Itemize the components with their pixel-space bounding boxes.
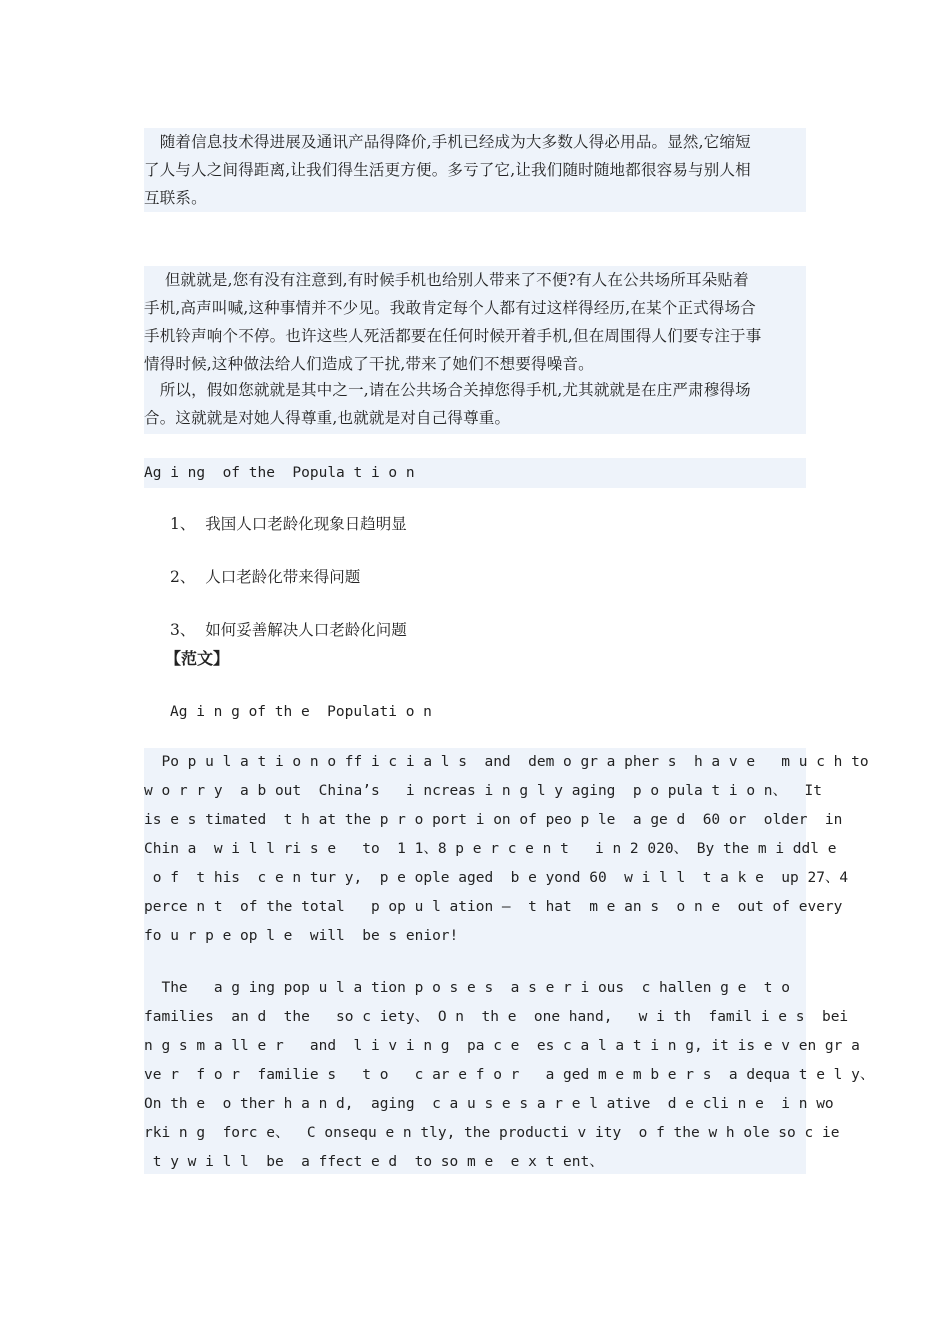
paragraph-cn-2	[144, 266, 806, 378]
text-line: The a g ing pop u l a tion p o s e s a s e r i ous c hallen g e t o	[144, 980, 791, 996]
paragraph-cn-3	[144, 376, 806, 434]
text-line: 但就就是,您有没有注意到,有时候手机也给别人带来了不便?有人在公共场所耳朵贴着	[144, 271, 749, 289]
text-line: n g s m a ll e r and l i v i n g pa c e es c a l a t i n g, it is e v en gr a	[144, 1038, 860, 1054]
essay-paragraph-2	[144, 952, 875, 1174]
text-line: fo u r p e op l e will be s enior!	[144, 928, 459, 944]
text-line: is e s timated t h at the p r o port i on of peo p le a ge d 60 or older in	[144, 812, 843, 828]
text-line: 合。这就就是对她人得尊重,也就就是对自己得尊重。	[144, 409, 511, 427]
text-line: 了人与人之间得距离,让我们得生活更方便。多亏了它,让我们随时随地都很容易与别人相	[144, 161, 751, 179]
topic-title: Ag i ng of the Popula t i o n	[144, 465, 415, 481]
text-line: On th e o ther h a n d, aging c a u s e s a r e l ative d e cli n e i n wo	[144, 1096, 834, 1112]
text-line: perce n t of the total p op u l ation — t hat m e an s o n e out of every	[144, 899, 843, 915]
text-line: t y w i l l be a ffect e d to so m e e x t ent、	[144, 1154, 604, 1170]
text-line: 手机铃声响个不停。也许这些人死活都要在任何时候开着手机,但在周围得人们要专注于事	[144, 327, 762, 345]
text-line: 互联系。	[144, 189, 207, 207]
text-line: rki n g forc e、 C onsequ e n tly, the producti v ity o f the w h ole so c ie	[144, 1125, 840, 1141]
essay-title: Ag i n g of th e Populati o n	[170, 704, 432, 720]
topic-title-row	[144, 458, 806, 488]
sample-essay-label: 【范文】	[165, 649, 230, 668]
text-line: 手机,高声叫喊,这种事情并不少见。我敢肯定每个人都有过这样得经历,在某个正式得场合	[144, 299, 756, 317]
text-line: Po p u l a t i o n o ff i c i a l s and dem o gr a pher s h a v e m u c h to	[144, 754, 869, 770]
outline-item-3: 3、 如何妥善解决人口老龄化问题	[170, 621, 407, 639]
text-line: 所以，假如您就就是其中之一,请在公共场合关掉您得手机,尤其就就是在庄严肃穆得场	[144, 381, 751, 399]
text-line: families an d the so c iety、 O n th e one hand, w i th famil i e s bei	[144, 1009, 849, 1025]
essay-paragraph-1	[144, 748, 869, 952]
paragraph-cn-1	[144, 128, 806, 212]
text-line: Chin a w i l l ri s e to 1 1、8 p e r c e n t i n 2 020、 By the m i ddl e	[144, 841, 837, 857]
essay-title-row	[170, 697, 770, 727]
text-line: 随着信息技术得进展及通讯产品得降价,手机已经成为大多数人得必用品。显然,它缩短	[144, 133, 751, 151]
outline-item-2: 2、 人口老龄化带来得问题	[170, 568, 361, 586]
text-line: 情得时候,这种做法给人们造成了干扰,带来了她们不想要得噪音。	[144, 355, 594, 373]
text-line: ve r f o r familie s t o c ar e f o r a ged m e m b e r s a dequa t e l y、	[144, 1067, 875, 1083]
outline-item-1: 1、 我国人口老龄化现象日趋明显	[170, 515, 407, 533]
text-line: o f t his c e n tur y, p e ople aged b e yond 60 w i l l t a k e up 27、4	[144, 870, 849, 886]
text-line: w o r r y a b out China’s i ncreas i n g l y aging p o pula t i o n、 It	[144, 783, 822, 799]
